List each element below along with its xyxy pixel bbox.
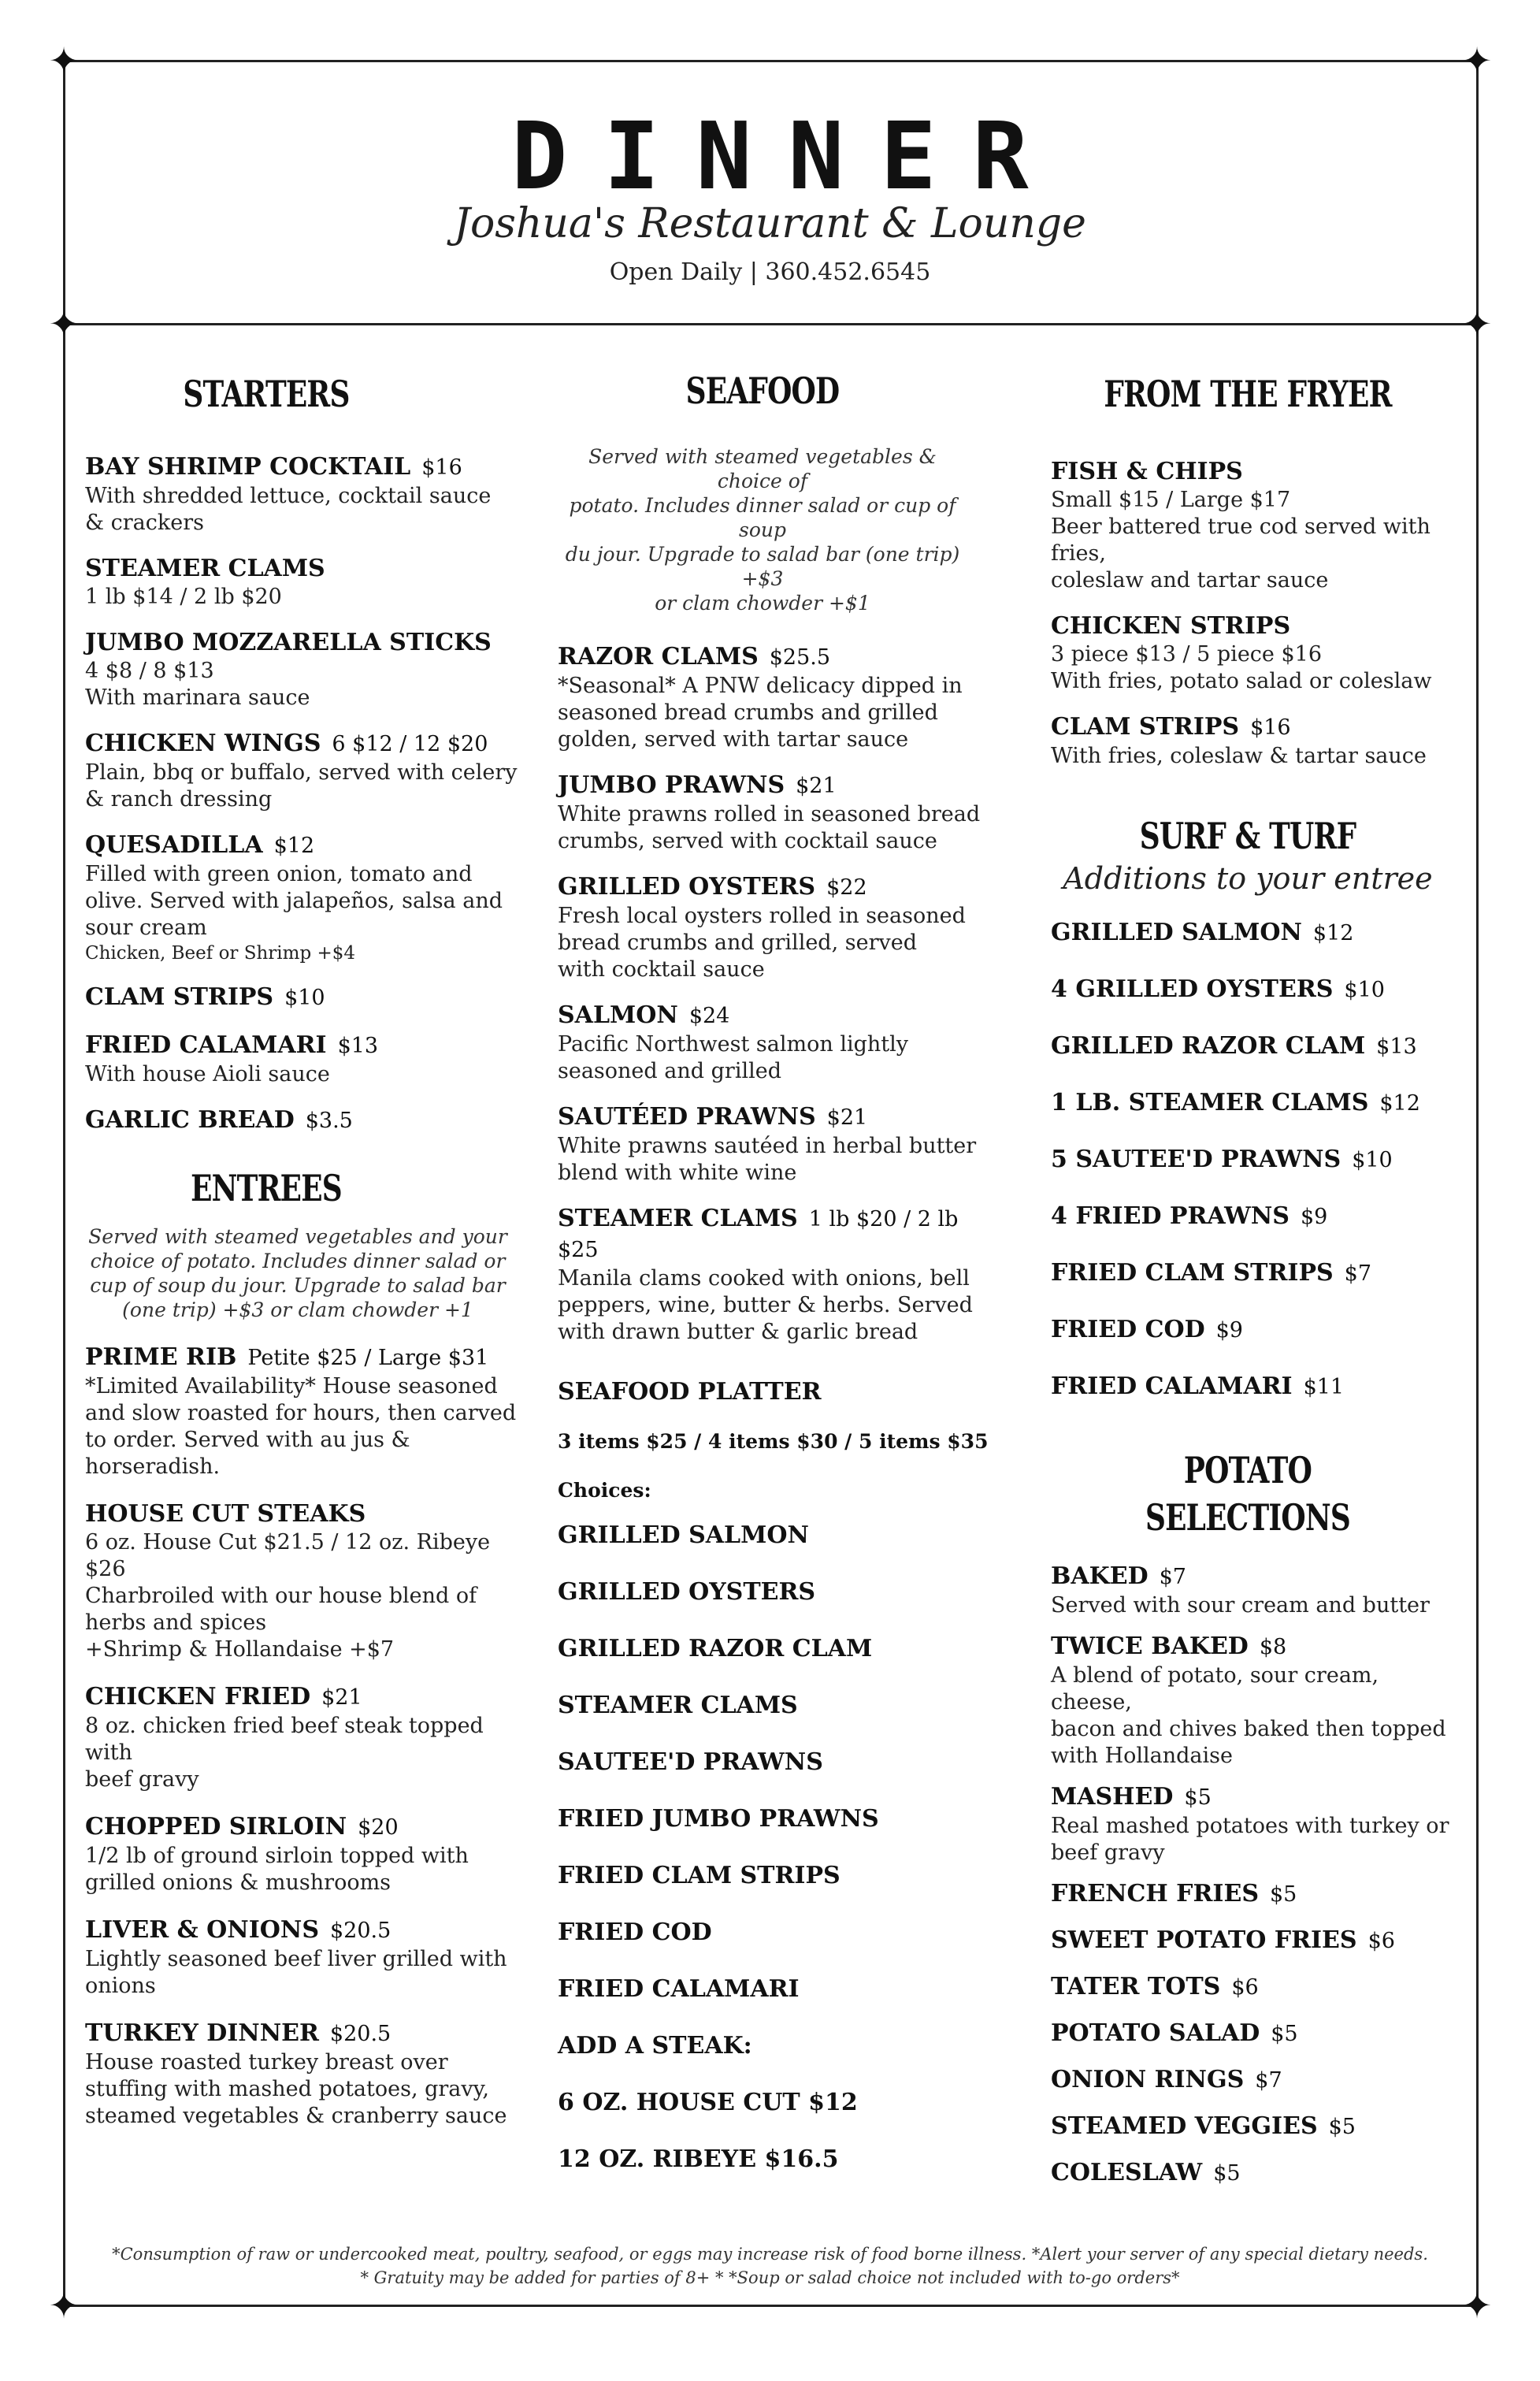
menu-item-desc: golden, served with tartar sauce xyxy=(558,727,909,752)
note-line: or clam chowder +$1 xyxy=(655,592,870,615)
menu-item-title xyxy=(558,771,999,801)
menu-item-desc: House roasted turkey breast over xyxy=(85,2050,448,2075)
platter-choice: SAUTEE'D PRAWNS xyxy=(558,1748,823,1776)
menu-item-price: $5 xyxy=(1269,1882,1297,1907)
entrees-list xyxy=(85,1343,526,2130)
platter-choice: FRIED CLAM STRIPS xyxy=(558,1862,841,1889)
frame-left-line xyxy=(63,60,65,2305)
menu-item-name: FRIED CALAMARI xyxy=(1051,1373,1293,1400)
menu-item-name: GRILLED SALMON xyxy=(1051,919,1302,946)
menu-item-price: $8 xyxy=(1259,1635,1287,1659)
menu-item-price: $20.5 xyxy=(329,2022,391,2046)
menu-item-title xyxy=(85,628,526,658)
menu-item-price: $21 xyxy=(826,1105,868,1130)
footer-disclaimer: *Consumption of raw or undercooked meat, poultry, seafood, or eggs may increase risk of food borne illness. *Alert your server of any special dietary needs. xyxy=(112,2245,1428,2264)
menu-item-desc: *Limited Availability* House seasoned xyxy=(85,1374,498,1399)
menu-item-price: $16 xyxy=(421,455,462,480)
menu-item-name: CHICKEN FRIED xyxy=(85,1683,311,1711)
menu-item-desc: Real mashed potatoes with turkey or xyxy=(1051,1814,1449,1838)
menu-item-name: ONION RINGS xyxy=(1051,2066,1245,2093)
menu-item-title xyxy=(1051,1972,1460,2003)
menu-item xyxy=(558,1204,999,1346)
menu-item-price: $9 xyxy=(1215,1318,1243,1343)
menu-item-title xyxy=(85,1812,526,1843)
menu-item-name: BAKED xyxy=(1051,1562,1149,1590)
menu-item xyxy=(85,452,526,537)
menu-item-name: SAUTÉED PRAWNS xyxy=(558,1103,816,1131)
menu-item-desc: Filled with green onion, tomato and xyxy=(85,862,473,886)
menu-item xyxy=(558,872,999,983)
surf-turf-subheading: Additions to your entree xyxy=(1063,861,1433,896)
menu-item-desc: 3 piece $13 / 5 piece $16 xyxy=(1051,642,1323,667)
menu-item-price: $13 xyxy=(1376,1034,1417,1059)
menu-item-title xyxy=(1051,457,1460,487)
menu-item-title xyxy=(1051,2112,1460,2142)
menu-item-title xyxy=(85,982,526,1013)
menu-item-title xyxy=(85,1031,526,1061)
platter-choice: GRILLED SALMON xyxy=(558,1521,809,1549)
frame-header-divider xyxy=(61,323,1479,325)
potato-item xyxy=(1051,2019,1460,2049)
menu-item-name: STEAMED VEGGIES xyxy=(1051,2112,1318,2140)
middle-column xyxy=(558,367,999,2201)
menu-item-title xyxy=(85,1682,526,1713)
platter-choice: STEAMER CLAMS xyxy=(558,1692,798,1719)
menu-item-title xyxy=(85,554,526,584)
frame-top-line xyxy=(61,60,1479,62)
menu-item-name: PRIME RIB xyxy=(85,1343,237,1371)
frame-right-line xyxy=(1476,60,1479,2305)
menu-item-name: FISH & CHIPS xyxy=(1051,458,1243,485)
seafood-platter-choices-label: Choices: xyxy=(558,1479,651,1502)
menu-item xyxy=(85,1682,526,1793)
menu-item xyxy=(85,982,526,1013)
menu-item-desc: onions xyxy=(85,1974,156,1998)
menu-item-title xyxy=(1051,1879,1460,1910)
starters-list xyxy=(85,452,526,1136)
fryer-list xyxy=(1051,457,1460,770)
corner-flourish-icon: ✦ xyxy=(48,39,80,82)
menu-item-title xyxy=(85,1105,526,1136)
menu-item-price: $10 xyxy=(1344,978,1385,1002)
menu-item-title xyxy=(1051,1562,1460,1592)
menu-item-name: STEAMER CLAMS xyxy=(558,1205,798,1232)
surf-turf-item xyxy=(1051,918,1460,949)
corner-flourish-icon: ✦ xyxy=(1461,39,1493,82)
menu-item-name: COLESLAW xyxy=(1051,2159,1203,2186)
menu-item-name: TURKEY DINNER xyxy=(85,2019,319,2047)
menu-item-price: $20 xyxy=(358,1815,399,1840)
menu-item-name: 4 FRIED PRAWNS xyxy=(1051,1202,1290,1230)
menu-item-desc: White prawns rolled in seasoned bread xyxy=(558,802,981,826)
platter-choice: GRILLED RAZOR CLAM xyxy=(558,1635,873,1662)
menu-item-desc: Small $15 / Large $17 xyxy=(1051,488,1291,512)
menu-item-price: $10 xyxy=(284,986,325,1010)
menu-item-name: SALMON xyxy=(558,1001,678,1029)
seafood-heading: SEAFOOD xyxy=(685,370,840,412)
menu-item-price: $21 xyxy=(796,774,837,798)
menu-title: DINNER xyxy=(511,102,1065,210)
menu-item-title xyxy=(1051,712,1460,743)
menu-item-title xyxy=(1051,1782,1460,1813)
menu-item-price: $16 xyxy=(1250,715,1291,740)
menu-item xyxy=(1051,611,1460,695)
starters-heading: STARTERS xyxy=(183,373,350,415)
menu-item-name: JUMBO PRAWNS xyxy=(558,771,785,799)
potato-item xyxy=(1051,1562,1460,1619)
menu-item-desc: grilled onions & mushrooms xyxy=(85,1870,391,1895)
menu-item-price: 6 $12 / 12 $20 xyxy=(332,732,488,756)
menu-item-price: $5 xyxy=(1213,2161,1241,2186)
menu-item-name: HOUSE CUT STEAKS xyxy=(85,1500,366,1528)
menu-item-name: CLAM STRIPS xyxy=(1051,713,1240,741)
menu-item-price: $12 xyxy=(1312,921,1354,945)
menu-item-desc: & ranch dressing xyxy=(85,787,273,812)
menu-item xyxy=(558,642,999,753)
menu-item-price: $6 xyxy=(1367,1929,1395,1953)
menu-item xyxy=(85,1343,526,1480)
menu-item-title xyxy=(558,872,999,903)
menu-item-desc: With marinara sauce xyxy=(85,685,310,710)
menu-item-title xyxy=(558,642,999,673)
menu-item-title xyxy=(85,1499,526,1529)
menu-item-name: CHOPPED SIRLOIN xyxy=(85,1813,347,1841)
menu-item xyxy=(85,1812,526,1896)
menu-item xyxy=(85,1499,526,1663)
menu-item xyxy=(85,1031,526,1088)
menu-item-desc: 1/2 lb of ground sirloin topped with xyxy=(85,1844,469,1868)
menu-item-price: $7 xyxy=(1255,2068,1282,2093)
menu-item-name: FRIED CALAMARI xyxy=(85,1031,327,1059)
menu-item-desc: peppers, wine, butter & herbs. Served xyxy=(558,1293,973,1317)
menu-item-price: $12 xyxy=(1379,1091,1420,1116)
restaurant-name: Joshua's Restaurant & Lounge xyxy=(454,200,1086,247)
menu-item xyxy=(85,1915,526,2000)
menu-item-desc: steamed vegetables & cranberry sauce xyxy=(85,2104,507,2128)
menu-item-desc: 8 oz. chicken fried beef steak topped with xyxy=(85,1714,484,1765)
menu-item-name: GRILLED RAZOR CLAM xyxy=(1051,1032,1366,1060)
menu-item-desc: & crackers xyxy=(85,511,204,535)
menu-item-price: $7 xyxy=(1344,1261,1372,1286)
footer-gratuity-note: * Gratuity may be added for parties of 8+ * *Soup or salad choice not included with to-go orders* xyxy=(360,2268,1180,2287)
menu-item-desc: bread crumbs and grilled, served xyxy=(558,930,918,955)
menu-item-title xyxy=(1051,2019,1460,2049)
menu-item-price: Petite $25 / Large $31 xyxy=(247,1346,489,1370)
menu-item-name: TWICE BAKED xyxy=(1051,1633,1249,1660)
menu-item-title xyxy=(1051,611,1460,641)
menu-item-desc: White prawns sautéed in herbal butter xyxy=(558,1134,977,1158)
surf-turf-item xyxy=(1051,1315,1460,1346)
menu-item-name: 4 GRILLED OYSTERS xyxy=(1051,975,1334,1003)
corner-flourish-icon: ✦ xyxy=(48,2284,80,2327)
menu-item-desc: With house Aioli sauce xyxy=(85,1062,330,1086)
platter-choice: GRILLED OYSTERS xyxy=(558,1578,816,1606)
menu-item xyxy=(85,628,526,711)
menu-item-price: $6 xyxy=(1231,1975,1259,2000)
note-line: (one trip) +$3 or clam chowder +1 xyxy=(122,1298,473,1321)
menu-item xyxy=(85,830,526,965)
menu-item-name: FRIED CLAM STRIPS xyxy=(1051,1259,1334,1287)
menu-item-title xyxy=(85,452,526,483)
menu-item-name: GARLIC BREAD xyxy=(85,1106,295,1134)
menu-item-desc: Served with sour cream and butter xyxy=(1051,1593,1430,1618)
note-line: potato. Includes dinner salad or cup of soup xyxy=(569,494,956,541)
menu-item-title xyxy=(1051,2065,1460,2096)
platter-choice: FRIED JUMBO PRAWNS xyxy=(558,1805,879,1833)
menu-item xyxy=(85,554,526,611)
menu-item-title xyxy=(85,729,526,760)
menu-item-name: TATER TOTS xyxy=(1051,1973,1221,2000)
note-line: Served with steamed vegetables and your xyxy=(88,1225,507,1248)
menu-item-name: JUMBO MOZZARELLA STICKS xyxy=(85,629,492,656)
seafood-note xyxy=(558,444,967,615)
menu-item-desc: With fries, potato salad or coleslaw xyxy=(1051,669,1432,693)
menu-item-desc: coleslaw and tartar sauce xyxy=(1051,568,1329,592)
surf-turf-item xyxy=(1051,1145,1460,1176)
note-line: cup of soup du jour. Upgrade to salad bar xyxy=(90,1274,506,1297)
menu-item-title xyxy=(85,1915,526,1946)
menu-item xyxy=(85,729,526,813)
potato-item xyxy=(1051,2065,1460,2096)
menu-item-title xyxy=(85,1343,526,1373)
menu-item-desc: herbs and spices xyxy=(85,1610,267,1635)
surf-turf-item xyxy=(1051,975,1460,1005)
platter-choice: FRIED CALAMARI xyxy=(558,1975,800,2003)
menu-item xyxy=(85,2019,526,2130)
menu-item-desc: with Hollandaise xyxy=(1051,1744,1233,1768)
menu-item-price: 1 lb $20 / 2 lb $25 xyxy=(558,1207,959,1262)
menu-item-desc: olive. Served with jalapeños, salsa and xyxy=(85,889,503,913)
menu-item-price: $9 xyxy=(1300,1205,1328,1229)
menu-item-name: MASHED xyxy=(1051,1783,1174,1811)
potato-item xyxy=(1051,1782,1460,1867)
menu-item-name: CLAM STRIPS xyxy=(85,983,274,1011)
menu-item-name: SWEET POTATO FRIES xyxy=(1051,1926,1357,1954)
menu-item-name: 5 SAUTEE'D PRAWNS xyxy=(1051,1146,1341,1173)
menu-item-desc: and slow roasted for hours, then carved xyxy=(85,1401,517,1425)
surf-turf-item xyxy=(1051,1258,1460,1289)
menu-item-desc: to order. Served with au jus & horseradish. xyxy=(85,1428,410,1479)
menu-item xyxy=(85,1105,526,1136)
menu-item-desc: 1 lb $14 / 2 lb $20 xyxy=(85,585,282,609)
potato-heading: POTATO SELECTIONS xyxy=(1145,1449,1351,1539)
menu-item-price: $5 xyxy=(1328,2115,1356,2139)
menu-item-price: $7 xyxy=(1159,1565,1186,1589)
menu-item-name: FRENCH FRIES xyxy=(1051,1880,1259,1907)
platter-choice: 12 OZ. RIBEYE $16.5 xyxy=(558,2145,839,2173)
surf-turf-heading: SURF & TURF xyxy=(1139,815,1356,857)
menu-item-title xyxy=(558,1204,999,1265)
right-column xyxy=(1051,370,1460,2205)
menu-item-desc: Charbroiled with our house blend of xyxy=(85,1584,477,1608)
menu-item-title xyxy=(1051,1926,1460,1956)
menu-item-name: LIVER & ONIONS xyxy=(85,1916,319,1944)
menu-item-desc: beef gravy xyxy=(1051,1841,1165,1865)
potato-item xyxy=(1051,1879,1460,1910)
corner-flourish-icon: ✦ xyxy=(48,303,80,345)
corner-flourish-icon: ✦ xyxy=(1461,303,1493,345)
potato-item xyxy=(1051,2112,1460,2142)
seafood-platter-pricing: 3 items $25 / 4 items $30 / 5 items $35 xyxy=(558,1430,989,1453)
note-line: choice of potato. Includes dinner salad or xyxy=(90,1250,506,1272)
menu-item-name: BAY SHRIMP COCKTAIL xyxy=(85,453,411,481)
menu-item-price: $25.5 xyxy=(769,645,831,670)
menu-item-title xyxy=(558,1001,999,1031)
entrees-note xyxy=(85,1224,510,1322)
menu-item-desc: Fresh local oysters rolled in seasoned xyxy=(558,904,966,928)
note-line: Served with steamed vegetables & choice of xyxy=(588,445,937,492)
menu-item-desc: with drawn butter & garlic bread xyxy=(558,1320,918,1344)
menu-item-title xyxy=(85,2019,526,2049)
menu-item-price: $5 xyxy=(1271,2022,1298,2046)
menu-item-desc: blend with white wine xyxy=(558,1161,797,1185)
menu-item-price: $24 xyxy=(688,1004,730,1028)
menu-item xyxy=(558,771,999,855)
menu-item-name: CHICKEN STRIPS xyxy=(1051,612,1291,640)
menu-item xyxy=(1051,457,1460,594)
menu-item-desc: Lightly seasoned beef liver grilled with xyxy=(85,1947,507,1971)
platter-choice: FRIED COD xyxy=(558,1919,712,1946)
menu-item-title xyxy=(85,830,526,861)
menu-item-desc: *Seasonal* A PNW delicacy dipped in xyxy=(558,674,963,698)
note-line: du jour. Upgrade to salad bar (one trip) +$3 xyxy=(565,543,960,590)
menu-item-desc: Plain, bbq or buffalo, served with celery xyxy=(85,760,518,785)
menu-item-price: $20.5 xyxy=(329,1919,391,1943)
surf-turf-item xyxy=(1051,1088,1460,1119)
menu-item-addon: Chicken, Beef or Shrimp +$4 xyxy=(85,943,356,964)
menu-item-price: $22 xyxy=(826,875,867,900)
contact-info: Open Daily | 360.452.6545 xyxy=(609,258,931,286)
menu-item-price: $3.5 xyxy=(305,1109,353,1133)
menu-item-name: FRIED COD xyxy=(1051,1316,1205,1343)
menu-item-desc: crumbs, served with cocktail sauce xyxy=(558,829,937,853)
menu-item-name: POTATO SALAD xyxy=(1051,2019,1260,2047)
menu-item-desc: Pacific Northwest salmon lightly xyxy=(558,1032,909,1057)
menu-item-desc: stuffing with mashed potatoes, gravy, xyxy=(85,2077,489,2101)
platter-choice: ADD A STEAK: xyxy=(558,2032,752,2060)
menu-item-desc: bacon and chives baked then topped xyxy=(1051,1717,1446,1741)
platter-choices-list xyxy=(558,1521,999,2175)
menu-item-name: RAZOR CLAMS xyxy=(558,643,759,670)
menu-item-price: $11 xyxy=(1303,1375,1345,1399)
menu-item-desc: with cocktail sauce xyxy=(558,957,765,982)
corner-flourish-icon: ✦ xyxy=(1461,2284,1493,2327)
menu-item xyxy=(558,1102,999,1187)
frame-bottom-line xyxy=(61,2305,1479,2307)
seafood-platter-title: SEAFOOD PLATTER xyxy=(558,1378,822,1406)
menu-item-desc: sour cream xyxy=(85,916,207,940)
menu-item-title xyxy=(1051,2158,1460,2189)
potato-item xyxy=(1051,1632,1460,1770)
menu-item-desc: Manila clams cooked with onions, bell xyxy=(558,1266,970,1291)
potato-list xyxy=(1051,1562,1460,2189)
menu-item-name: GRILLED OYSTERS xyxy=(558,873,816,901)
menu-item-desc: seasoned bread crumbs and grilled xyxy=(558,700,938,725)
menu-item-name: 1 LB. STEAMER CLAMS xyxy=(1051,1089,1369,1116)
left-column xyxy=(85,370,526,2149)
menu-item-desc: beef gravy xyxy=(85,1767,199,1792)
menu-item xyxy=(558,1001,999,1085)
menu-item-desc: With fries, coleslaw & tartar sauce xyxy=(1051,744,1427,768)
surf-turf-item xyxy=(1051,1372,1460,1402)
menu-item-price: $5 xyxy=(1184,1785,1212,1810)
menu-item-price: $10 xyxy=(1352,1148,1393,1172)
menu-item-desc: seasoned and grilled xyxy=(558,1059,781,1083)
menu-item-name: CHICKEN WINGS xyxy=(85,730,321,757)
menu-item-title xyxy=(558,1102,999,1133)
menu-item-desc: 4 $8 / 8 $13 xyxy=(85,659,214,683)
potato-item xyxy=(1051,2158,1460,2189)
menu-item xyxy=(1051,712,1460,770)
menu-item-price: $13 xyxy=(337,1034,379,1058)
menu-item-desc: Beer battered true cod served with fries, xyxy=(1051,514,1431,566)
potato-item xyxy=(1051,1972,1460,2003)
menu-item-name: QUESADILLA xyxy=(85,831,263,859)
menu-item-name: STEAMER CLAMS xyxy=(85,555,325,582)
menu-item-title xyxy=(1051,1632,1460,1662)
menu-item-desc: +Shrimp & Hollandaise +$7 xyxy=(85,1637,395,1662)
surf-turf-item xyxy=(1051,1202,1460,1232)
fryer-heading: FROM THE FRYER xyxy=(1104,373,1392,415)
surf-turf-item xyxy=(1051,1031,1460,1062)
entrees-heading: ENTREES xyxy=(191,1167,342,1209)
menu-item-price: $21 xyxy=(321,1685,362,1710)
surf-turf-list xyxy=(1051,918,1460,1402)
menu-item-desc: With shredded lettuce, cocktail sauce xyxy=(85,484,492,508)
seafood-list xyxy=(558,642,999,1346)
menu-item-price: $12 xyxy=(273,834,315,858)
potato-item xyxy=(1051,1926,1460,1956)
platter-choice: 6 OZ. HOUSE CUT $12 xyxy=(558,2089,858,2116)
menu-item-desc: 6 oz. House Cut $21.5 / 12 oz. Ribeye $26 xyxy=(85,1530,491,1581)
menu-item-desc: A blend of potato, sour cream, cheese, xyxy=(1051,1663,1379,1714)
